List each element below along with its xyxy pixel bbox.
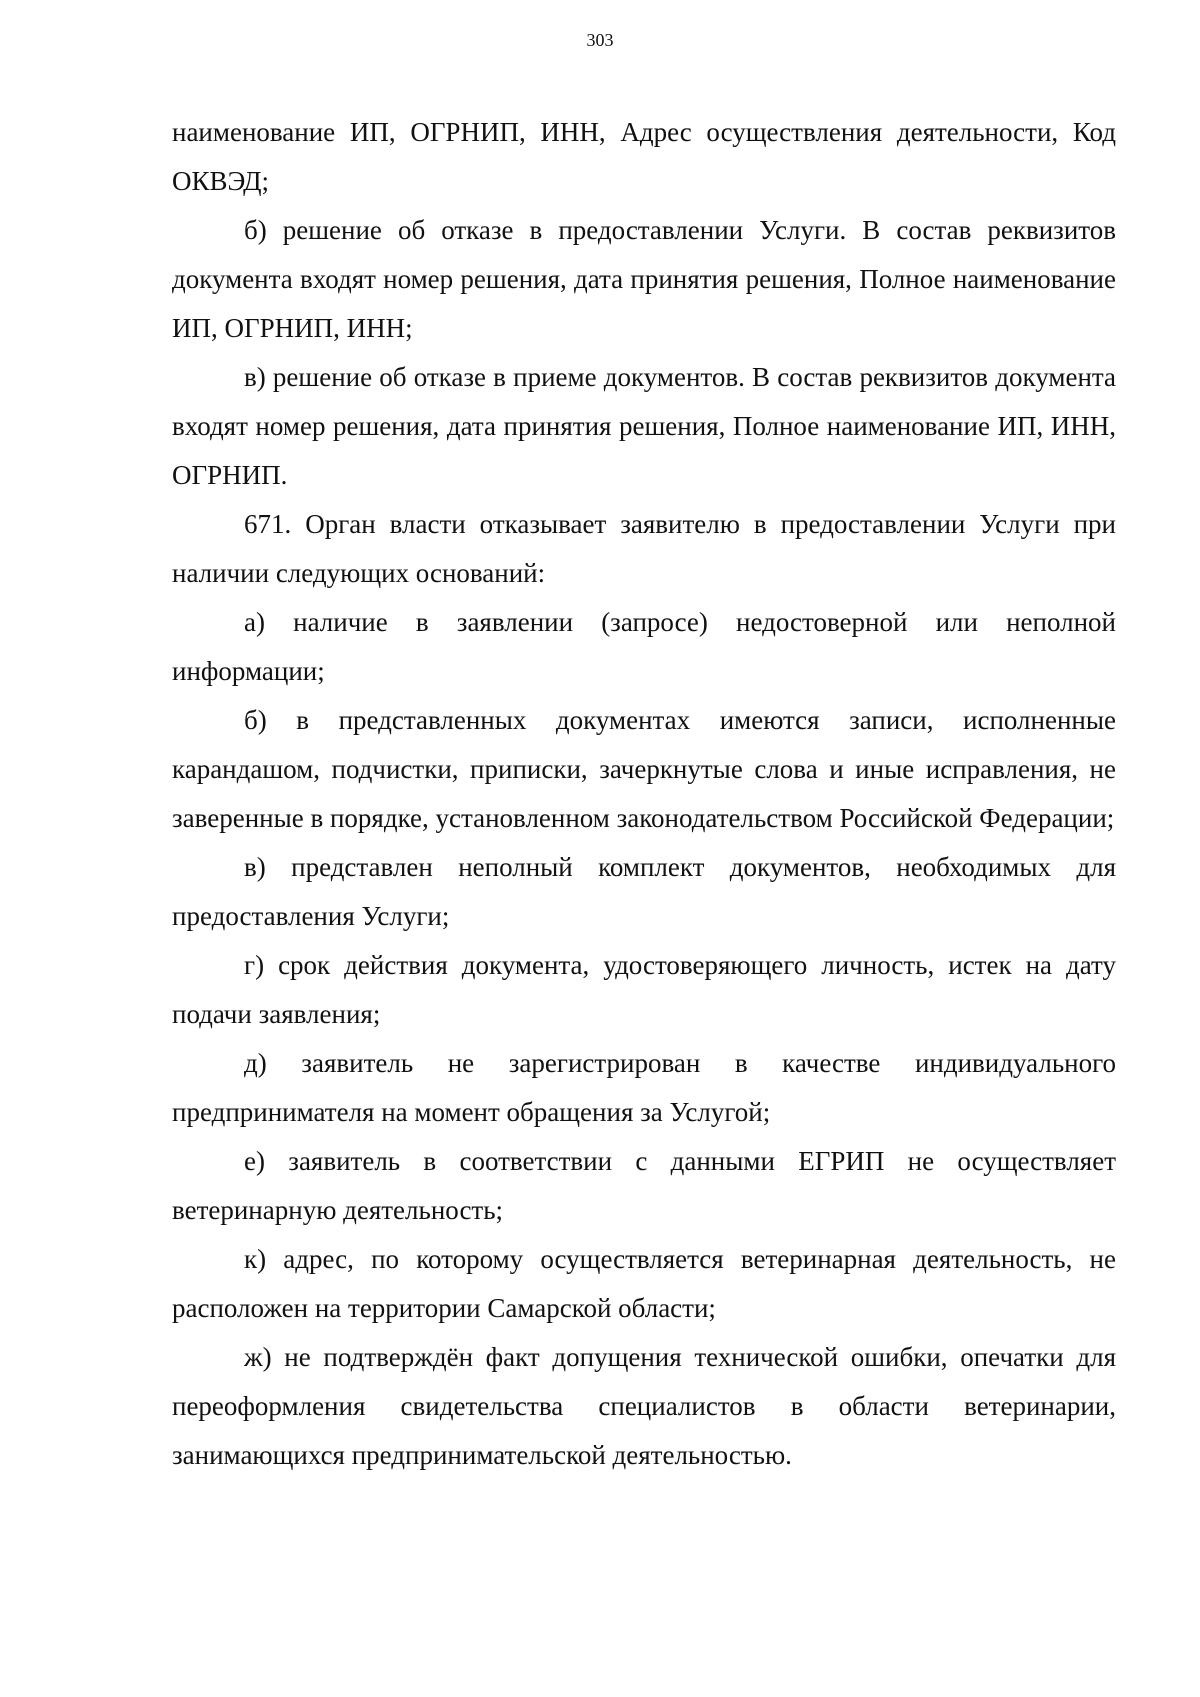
paragraph-item-b-decision-refusal-service: б) решение об отказе в предоставлении Услуги. В состав реквизитов документа входят номер решения, дата принятия решения, Полное наименование ИП, ОГРНИП, ИНН; xyxy=(172,215,1116,343)
document-body xyxy=(172,108,1116,1480)
paragraph-item-v: в) представлен неполный комплект документов, необходимых для предоставления Услуги; xyxy=(172,852,1116,931)
page-number: 303 xyxy=(586,30,614,50)
paragraph-item-a: а) наличие в заявлении (запросе) недостоверной или неполной информации; xyxy=(172,607,1116,686)
paragraph-item-zh: ж) не подтверждён факт допущения технической ошибки, опечатки для переоформления свидетельства специалистов в области ветеринарии, занимающихся предпринимательской деятельностью. xyxy=(172,1342,1116,1470)
paragraph-item-v-decision-refusal-documents: в) решение об отказе в приеме документов. В состав реквизитов документа входят номер решения, дата принятия решения, Полное наименование ИП, ИНН, ОГРНИП. xyxy=(172,362,1116,490)
paragraph-item-e: е) заявитель в соответствии с данными ЕГРИП не осуществляет ветеринарную деятельность; xyxy=(172,1146,1116,1225)
paragraph-item-d: д) заявитель не зарегистрирован в качестве индивидуального предпринимателя на момент обращения за Услугой; xyxy=(172,1048,1116,1127)
paragraph-item-b: б) в представленных документах имеются записи, исполненные карандашом, подчистки, приписки, зачеркнутые слова и иные исправления, не заверенные в порядке, установленном законодательством Российской Федерации; xyxy=(172,705,1116,833)
paragraph-item-k: к) адрес, по которому осуществляется ветеринарная деятельность, не расположен на территории Самарской области; xyxy=(172,1244,1116,1323)
paragraph-clause-671: 671. Орган власти отказывает заявителю в предоставлении Услуги при наличии следующих оснований: xyxy=(172,509,1116,588)
paragraph-item-g: г) срок действия документа, удостоверяющего личность, истек на дату подачи заявления; xyxy=(172,950,1116,1029)
paragraph-continuation: наименование ИП, ОГРНИП, ИНН, Адрес осуществления деятельности, Код ОКВЭД; xyxy=(172,117,1116,196)
